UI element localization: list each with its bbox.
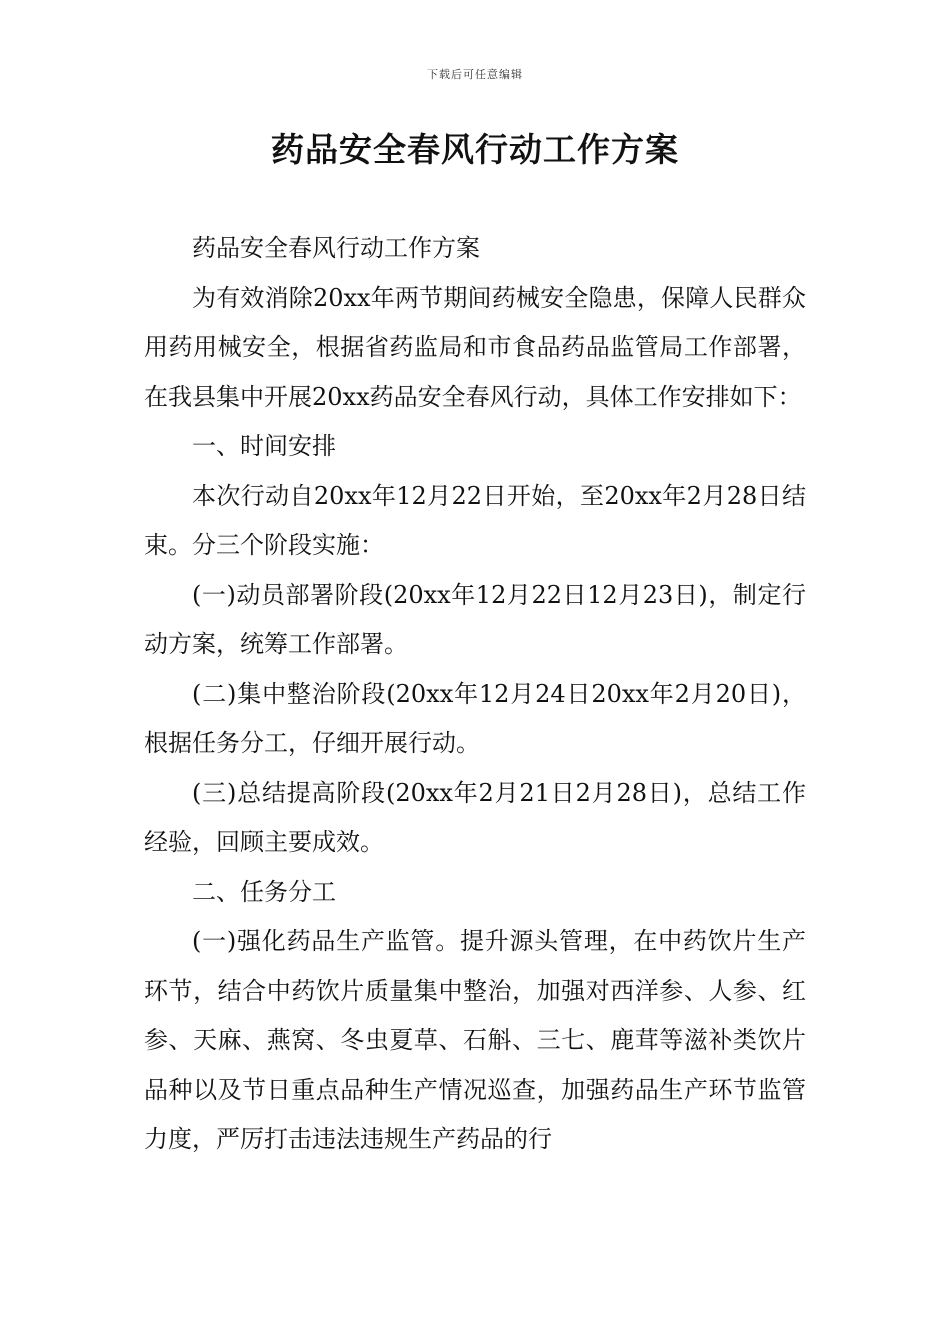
document-title: 药品安全春风行动工作方案 [271, 130, 679, 169]
section-heading-time: 一、时间安排 [192, 432, 336, 460]
section-heading-tasks: 二、任务分工 [192, 877, 336, 906]
header-note: 下载后可任意编辑 [427, 68, 523, 81]
document-body [144, 224, 806, 1165]
paragraph-task-1: (一)强化药品生产监管。提升源头管理，在中药饮片生产环节，结合中药饮片质量集中整治，加强对西洋参、人参、红参、天麻、燕窝、冬虫夏草、石斛、三七、鹿茸等滋补类饮片品种以及节日重点品种生产情况巡查，加强药品生产环节监管力度，严厉打击违法违规生产药品的行 [144, 927, 806, 1153]
paragraph-intro: 为有效消除20xx年两节期间药械安全隐患，保障人民群众用药用械安全，根据省药监局和市食品药品监管局工作部署，在我县集中开展20xx药品安全春风行动，具体工作安排如下： [144, 283, 806, 411]
paragraph-stage-3: (三)总结提高阶段(20xx年2月21日2月28日)，总结工作经验，回顾主要成效。 [144, 778, 806, 856]
paragraph-stage-2: (二)集中整治阶段(20xx年12月24日20xx年2月20日)，根据任务分工，仔细开展行动。 [144, 679, 806, 757]
paragraph-stage-1: (一)动员部署阶段(20xx年12月22日12月23日)，制定行动方案，统筹工作部署。 [144, 580, 806, 658]
paragraph-time-range: 本次行动自20xx年12月22日开始，至20xx年2月28日结束。分三个阶段实施： [144, 481, 806, 559]
paragraph-subtitle: 药品安全春风行动工作方案 [192, 234, 480, 262]
